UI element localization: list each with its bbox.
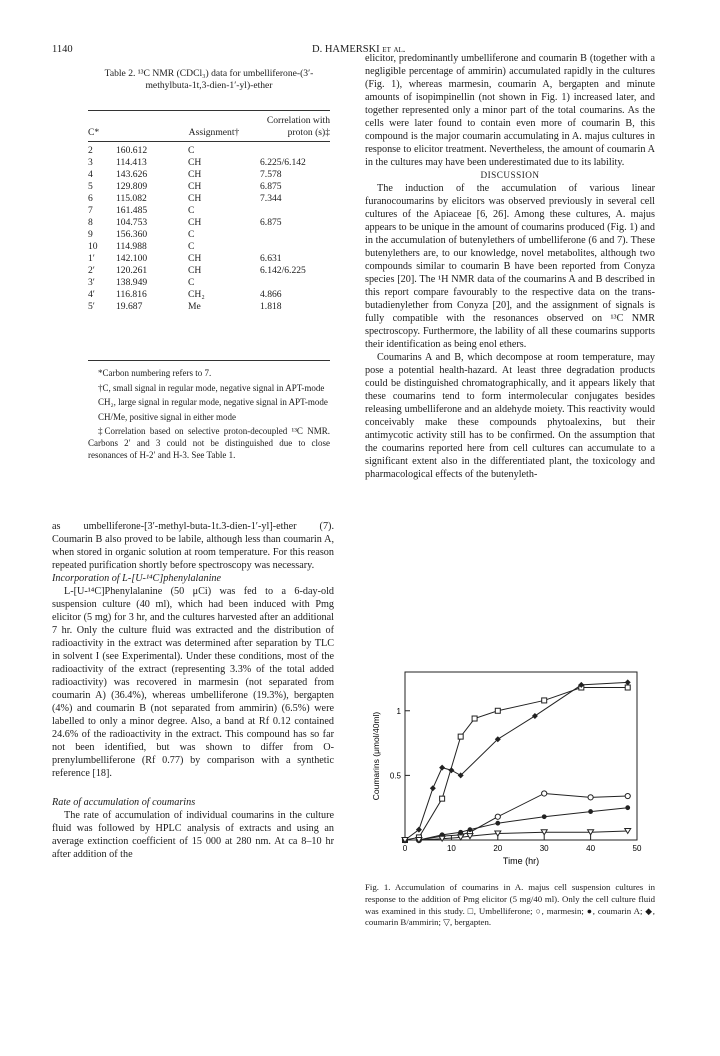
cell-shift: 104.753 [116, 217, 148, 228]
cell-assignment: C [188, 277, 195, 288]
cell-correlation [254, 241, 330, 253]
x-tick-label: 10 [446, 844, 456, 853]
cell-correlation [254, 205, 330, 217]
data-point [495, 821, 500, 826]
col-header-shift [116, 113, 174, 142]
data-point [542, 814, 547, 819]
cell-correlation: 7.344 [260, 193, 282, 204]
x-tick-label: 40 [586, 844, 596, 853]
cell-assignment: C [188, 241, 195, 252]
cell-correlation [254, 277, 330, 289]
table-footnotes [88, 368, 330, 464]
data-point [625, 685, 630, 690]
table-row [88, 289, 330, 301]
right-column [365, 52, 655, 481]
cell-assignment: CH [188, 217, 202, 228]
table-header-row [88, 113, 330, 142]
data-point [625, 793, 630, 798]
series-line-umbelliferone [405, 688, 628, 840]
page-number: 1140 [52, 44, 73, 55]
col-header-c: C* [88, 113, 116, 142]
data-point [625, 805, 630, 810]
table-row [88, 229, 330, 241]
y-tick-label: 1 [396, 706, 401, 716]
data-point [532, 713, 538, 719]
x-axis-label: Time (hr) [502, 856, 540, 866]
data-point [625, 679, 631, 685]
table-row [88, 157, 330, 169]
data-point [440, 796, 445, 801]
cell-assignment: C [188, 205, 195, 216]
cell-correlation: 6.875 [260, 217, 282, 228]
table-row [88, 142, 330, 158]
cell-shift: 114.413 [116, 157, 147, 168]
cell-assignment: CH [188, 169, 202, 180]
y-tick-label: 0.5 [389, 771, 401, 781]
series-line-coumarin-b-ammirin [405, 682, 628, 840]
cell-assignment: CH [188, 193, 202, 204]
cell-carbon: 8 [88, 217, 93, 228]
cell-shift: 142.100 [116, 253, 148, 264]
figure-caption: Fig. 1. Accumulation of coumarins in A. majus cell suspension cultures in response to the addition of Pmg elicitor (5 mg/40 ml). Only the cell culture fluid was examined in this study. □, Umbelliferone; ○, marmesin; ●, coumarin A; ◆, coumarin B/ammirin; ▽, bergapten. [365, 882, 655, 928]
cell-carbon: 4′ [88, 289, 95, 300]
table-caption: Table 2. ¹³C NMR (CDCl₃) data for umbelliferone-(3′-methylbuta-1t,3-dien-1′-yl)-ether [104, 68, 314, 91]
table-row [88, 193, 330, 205]
paragraph: The induction of the accumulation of various linear furanocoumarins by elicitors was observed previously in several cell cultures of the Apiaceae [6, 26]. Among these cultures, A. majus appears to be unique in the amount of coumarins produced (Fig. 1) and in the accumulation of butenylethers of umbelliferone (6 and 7). These butenylethers are, to our knowledge, novel metabolites, although two compounds similar to coumarin B have been reported from Conyza species [20]. The ¹H NMR data of the coumarins A and B described in this report compare favourably to the respective data on the trans-butadienylether from Conyza [20], and the assignment of signals is fully compatible with the resonances observed on ¹³C NMR spectroscopy. Furthermore, the lability of all these coumarins supports their identification as being enol ethers. [365, 183, 655, 350]
table-top-rule [88, 110, 330, 111]
cell-shift: 160.612 [116, 145, 148, 156]
data-point [542, 698, 547, 703]
cell-carbon: 6 [88, 193, 93, 204]
cell-correlation: 6.142/6.225 [260, 265, 306, 276]
cell-carbon: 4 [88, 169, 93, 180]
cell-shift: 129.809 [116, 181, 148, 192]
cell-shift: 115.082 [116, 193, 147, 204]
paragraph: Coumarins A and B, which decompose at room temperature, may pose a potential health-hazard. At least three degradation products could be distinguished chromatographically, and it appears likely that these coumarins tend to form intermolecular conjugates besides releasing umbelliferone and an aldehyde moiety. This reactivity would conceivably make these compounds phytoalexins, but their antimycotic activity still has to be confirmed. On the assumption that the coumarins reported here from cell cultures can accumulate to a significant extent also in the differentiated plant, the toxicology and pharmacological effects of the butenyleth- [365, 352, 655, 480]
x-tick-label: 50 [632, 844, 642, 853]
cell-assignment: CH [188, 157, 202, 168]
table-row [88, 181, 330, 193]
data-point [430, 785, 436, 791]
cell-correlation: 6.875 [260, 181, 282, 192]
data-point [542, 791, 547, 796]
cell-correlation: 1.818 [260, 301, 282, 312]
cell-assignment: CH [188, 181, 202, 192]
cell-carbon: 10 [88, 241, 98, 252]
col-header-assignment: Assignment† [174, 113, 254, 142]
cell-carbon: 2 [88, 145, 93, 156]
cell-shift: 19.687 [116, 301, 143, 312]
data-point [495, 708, 500, 713]
cell-shift: 116.816 [116, 289, 147, 300]
cell-assignment: C [188, 145, 195, 156]
cell-correlation: 7.578 [260, 169, 282, 180]
cell-correlation: 6.631 [260, 253, 282, 264]
cell-carbon: 1′ [88, 253, 95, 264]
cell-carbon: 2′ [88, 265, 95, 276]
data-point [458, 734, 463, 739]
x-tick-label: 0 [402, 844, 408, 853]
cell-correlation: 4.866 [260, 289, 282, 300]
data-point [439, 765, 445, 771]
cell-shift: 114.988 [116, 241, 147, 252]
data-point [588, 809, 593, 814]
nmr-table [88, 113, 330, 313]
cell-shift: 138.949 [116, 277, 148, 288]
cell-assignment: Me [188, 301, 201, 312]
cell-carbon: 3′ [88, 277, 95, 288]
paragraph: elicitor, predominantly umbelliferone and coumarin B (together with a negligible percentage of ammirin) accumulated rapidly in the cultures (Fig. 1), whereas marmesin, coumarin A, bergapten and minute amounts of isopimpinellin (not shown in Fig. 1) increased later, and together represented only a minor part of the total coumarins. As the cells were later found to contain even more of coumarin B, this compound is the major coumarin accumulating in A. majus cultures in response to elicitor treatment. Nevertheless, the amount of coumarin A in the cultures may have been underestimated due to its lability. [365, 53, 655, 168]
footnote: †C, small signal in regular mode, negative signal in APT-mode [98, 382, 325, 393]
cell-shift: 156.360 [116, 229, 148, 240]
table-row [88, 241, 330, 253]
paragraph: L-[U-¹⁴C]Phenylalanine (50 μCi) was fed to a 6-day-old suspension culture (40 ml), which had been induced with Pmg elicitor (5 mg) for 3 hr, and the cultures harvested after an additional 7 hr. Only the culture fluid was extracted and the distribution of radioactivity in the extract was determined after separation by TLC in solvent I (see Experimental). Under these conditions, most of the radioactivity of the extract (representing 3.3% of the total added radioactivity) was recovered in marmesin (not separated from coumarin A) (36.4%), whereas umbelliferone (19.3%), bergapten (4%) and coumarin B (not separated from ammirin) (6.5%) were labelled to only a minor degree. Also, a band at Rf 0.12 contained 24.6% of the radioactivity in the extract. This compound has so far not been identified, but was shown to differ from O-prenylumbelliferone (Rf 0.77) by comparison with a synthetic reference [18]. [52, 586, 334, 779]
cell-assignment: CH₂ [188, 289, 205, 300]
cell-shift: 143.626 [116, 169, 148, 180]
footnote: CH₂, large signal in regular mode, negative signal in APT-mode [98, 397, 328, 408]
cell-assignment: C [188, 229, 195, 240]
table-row [88, 253, 330, 265]
cell-carbon: 3 [88, 157, 93, 168]
footnote: CH/Me, positive signal in either mode [98, 411, 236, 422]
y-axis-label: Coumarins (μmol/40ml) [371, 711, 381, 801]
paragraph: The rate of accumulation of individual coumarins in the culture fluid was followed by HPLC analysis of extracts and using an average extinction coefficient of 15 000 at 280 nm. At ca 8–10 hr after addition of the [52, 810, 334, 860]
table-row [88, 217, 330, 229]
data-point [588, 795, 593, 800]
cell-carbon: 5 [88, 181, 93, 192]
paragraph: as umbelliferone-[3′-methyl-buta-1t.3-dien-1′-yl]-ether (7). Coumarin B also proved to be labile, although less than coumarin A, when stored in organic solution at room temperature. For this reason repeated purification shortly before spectroscopy was necessary. [52, 521, 334, 571]
cell-shift: 161.485 [116, 205, 148, 216]
table-row [88, 169, 330, 181]
data-point [495, 814, 500, 819]
table-row [88, 205, 330, 217]
table-bottom-rule [88, 360, 330, 361]
cell-carbon: 5′ [88, 301, 95, 312]
cell-correlation [254, 229, 330, 241]
cell-correlation: 6.225/6.142 [260, 157, 306, 168]
cell-shift: 120.261 [116, 265, 148, 276]
cell-carbon: 9 [88, 229, 93, 240]
left-column [52, 520, 334, 861]
section-heading: Rate of accumulation of coumarins [52, 797, 196, 808]
x-tick-label: 30 [539, 844, 549, 853]
cell-assignment: CH [188, 265, 202, 276]
x-tick-label: 20 [493, 844, 503, 853]
figure-1-chart [365, 664, 655, 879]
series-line-coumarin-a [405, 808, 628, 840]
table-row [88, 277, 330, 289]
data-point [448, 767, 454, 773]
table-row [88, 265, 330, 277]
plot-frame [405, 672, 637, 840]
cell-correlation [254, 142, 330, 158]
data-point [468, 827, 473, 832]
section-heading: DISCUSSION [480, 170, 540, 180]
cell-carbon: 7 [88, 205, 93, 216]
cell-assignment: CH [188, 253, 202, 264]
data-point [472, 716, 477, 721]
table-row [88, 301, 330, 313]
data-point [458, 830, 463, 835]
section-heading: Incorporation of L-[U-¹⁴C]phenylalanine [52, 573, 222, 584]
running-head: D. HAMERSKI et al. [312, 44, 406, 55]
footnote: *Carbon numbering refers to 7. [98, 368, 212, 378]
col-header-correlation: Correlation with proton (s)‡ [254, 113, 330, 142]
footnote: ‡Correlation based on selective proton-decoupled ¹³C NMR. Carbons 2′ and 3 could not be distinguished due to close resonances of H-2′ and H-3. See Table 1. [88, 426, 330, 460]
